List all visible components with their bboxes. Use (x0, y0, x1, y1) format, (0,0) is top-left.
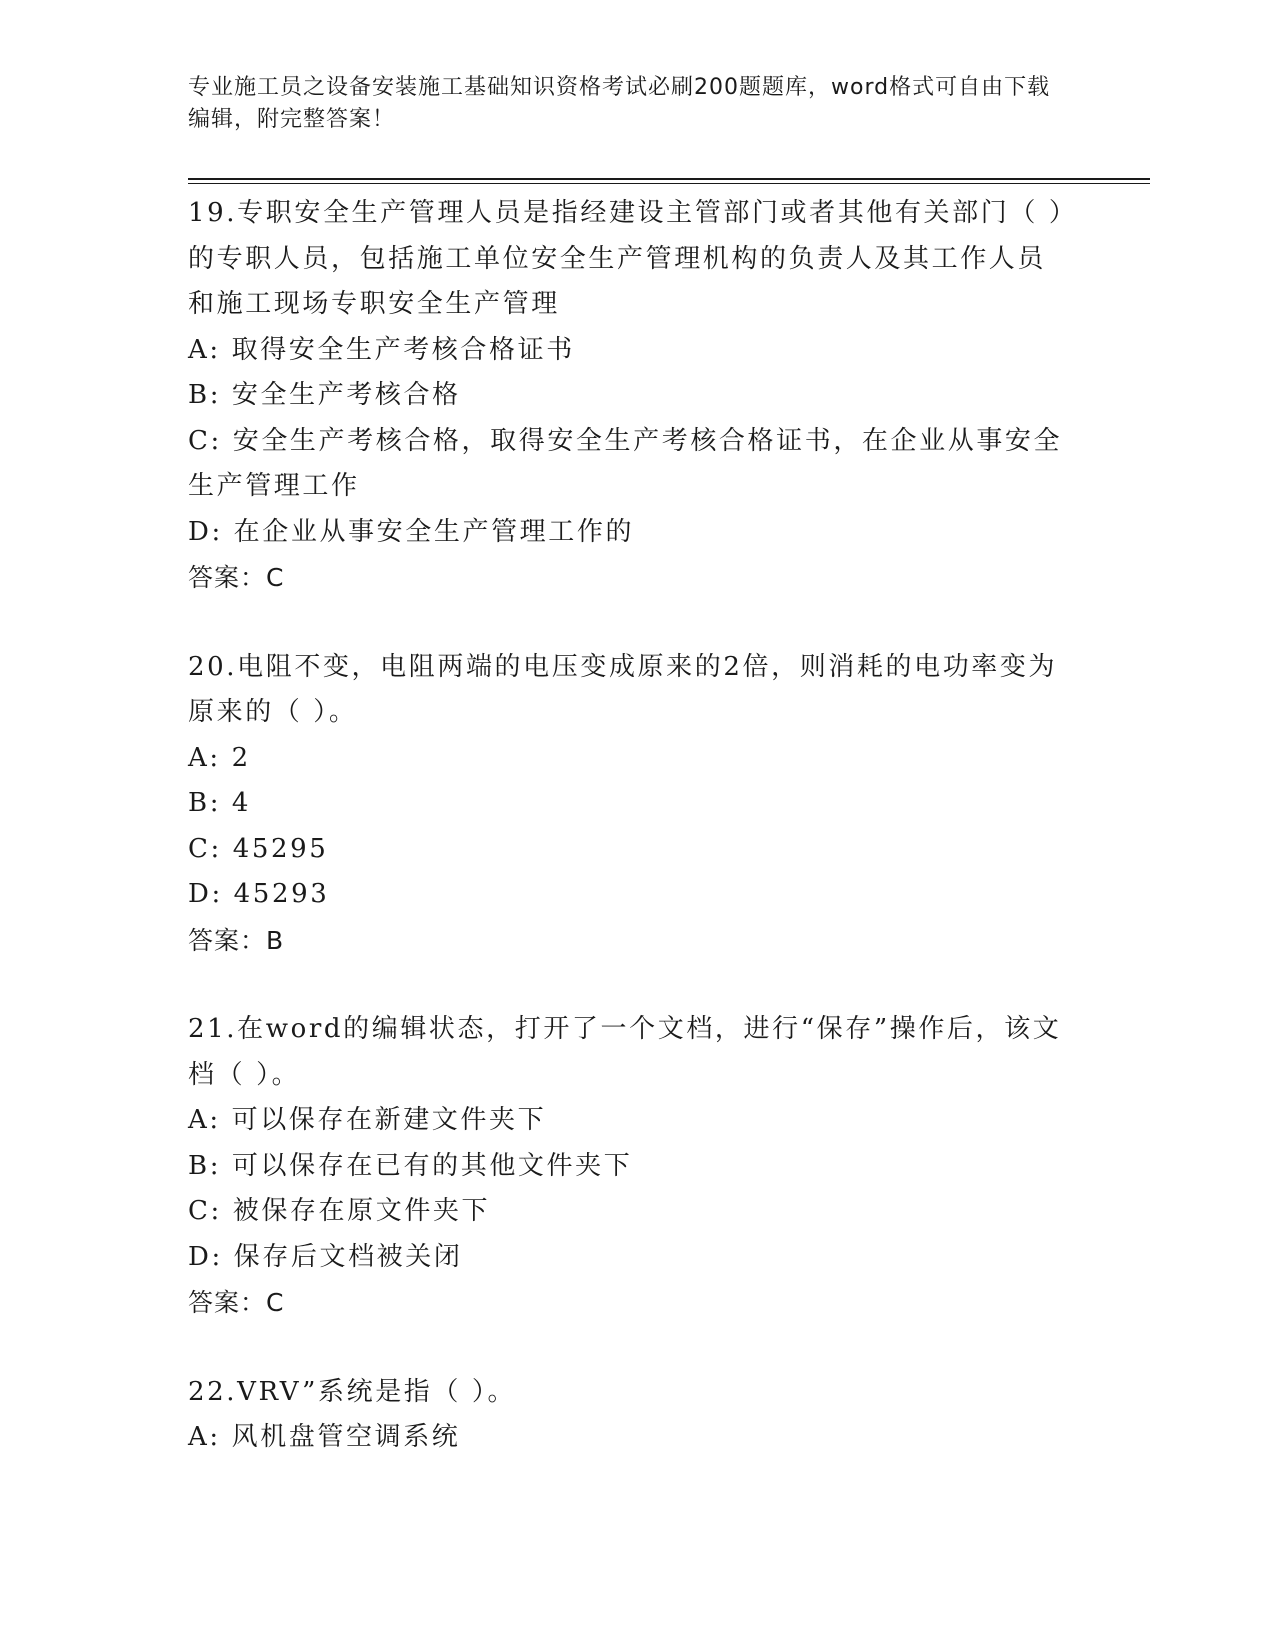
question-spacer (188, 601, 1068, 645)
option-d: D: 保存后文档被关闭 (188, 1241, 463, 1272)
option-a: A: 风机盘管空调系统 (188, 1422, 461, 1452)
option-a: A: 可以保存在新建文件夹下 (188, 1105, 547, 1135)
option-d: D: 在企业从事安全生产管理工作的 (188, 516, 635, 547)
question-20 (188, 645, 1068, 964)
question-stem: 19.专职安全生产管理人员是指经建设主管部门或者其他有关部门（ ）的专职人员，包括施工单位安全生产管理机构的负责人及其工作人员和施工现场专职安全生产管理 (188, 198, 1065, 319)
question-stem: 21.在word的编辑状态，打开了一个文档，进行“保存”操作后，该文档（ ）。 (188, 1014, 1062, 1090)
answer-line: 答案：C (188, 563, 285, 592)
header-rule-thick (188, 178, 1150, 180)
header-rule-thin (188, 183, 1150, 184)
option-c: C: 45295 (188, 833, 329, 864)
document-header (188, 72, 1068, 136)
option-b: B: 安全生产考核合格 (188, 380, 461, 410)
option-c: C: 安全生产考核合格，取得安全生产考核合格证书，在企业从事安全生产管理工作 (188, 425, 1063, 501)
option-b: B: 可以保存在已有的其他文件夹下 (188, 1150, 633, 1181)
answer-line: 答案：B (188, 925, 285, 955)
question-stem: 22.VRV”系统是指（ ）。 (188, 1376, 517, 1407)
question-19 (188, 191, 1068, 601)
question-21 (188, 1007, 1068, 1326)
question-list (188, 191, 1068, 1461)
option-a: A: 取得安全生产考核合格证书 (188, 334, 575, 365)
answer-line: 答案：C (188, 1288, 285, 1317)
option-b: B: 4 (188, 788, 252, 818)
question-stem: 20.电阻不变，电阻两端的电压变成原来的2倍，则消耗的电功率变为原来的（ ）。 (188, 651, 1058, 727)
question-22 (188, 1370, 1068, 1461)
header-title: 专业施工员之设备安装施工基础知识资格考试必刷200题题库，word格式可自由下载编辑，附完整答案！ (188, 75, 1051, 132)
option-a: A: 2 (188, 742, 251, 773)
question-spacer (188, 1326, 1068, 1370)
option-d: D: 45293 (188, 879, 330, 909)
question-spacer (188, 963, 1068, 1007)
option-c: C: 被保存在原文件夹下 (188, 1196, 491, 1226)
